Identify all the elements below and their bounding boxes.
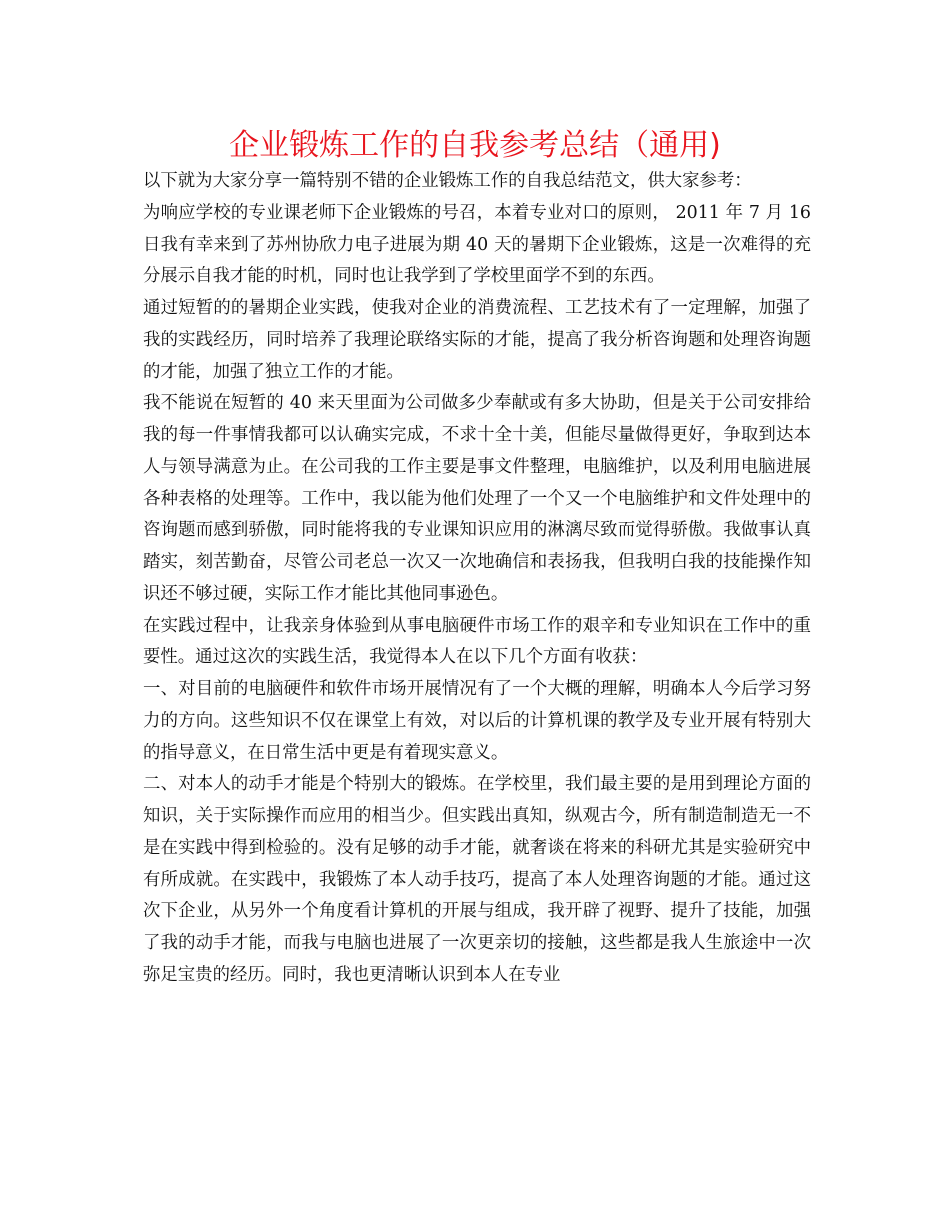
paragraph: 通过短暂的的暑期企业实践，使我对企业的消费流程、工艺技术有了一定理解，加强了我的实践经历，同时培养了我理论联络实际的才能，提高了我分析咨询题和处理咨询题的才能，加强了独立工作的才能。 bbox=[143, 298, 811, 382]
paragraph-intro: 以下就为大家分享一篇特别不错的企业锻炼工作的自我总结范文，供大家参考： bbox=[143, 171, 752, 191]
document-title: 企业锻炼工作的自我参考总结（通用) bbox=[229, 128, 721, 163]
paragraph: 我不能说在短暂的 40 来天里面为公司做多少奉献或有多大协助，但是关于公司安排给我的每一件事情我都可以认确实完成，不求十全十美，但能尽量做得更好，争取到达本人与领导满意为止。在公司我的工作主要是事文件整理，电脑维护，以及利用电脑进展各种表格的处理等。工作中，我以能为他们处理了一个又一个电脑维护和文件处理中的咨询题而感到骄傲，同时能将我的专业课知识应用的淋漓尽致而觉得骄傲。我做事认真踏实，刻苦勤奋，尽管公司老总一次又一次地确信和表扬我，但我明白我的技能操作知识还不够过硬，实际工作才能比其他同事逊色。 bbox=[143, 393, 811, 604]
paragraph: 一、对目前的电脑硬件和软件市场开展情况有了一个大概的理解，明确本人今后学习努力的方向。这些知识不仅在课堂上有效，对以后的计算机课的教学及专业开展有特别大的指导意义，在日常生活中更是有着现实意义。 bbox=[143, 679, 811, 763]
paragraph: 为响应学校的专业课老师下企业锻炼的号召，本着专业对口的原则， 2011 年 7 月 16 日我有幸来到了苏州协欣力电子进展为期 40 天的暑期下企业锻炼，这是一次难得的充分展示自我才能的时机，同时也让我学到了学校里面学不到的东西。 bbox=[143, 202, 811, 287]
document-body bbox=[143, 166, 811, 992]
paragraph: 二、对本人的动手才能是个特别大的锻炼。在学校里，我们最主要的是用到理论方面的知识，关于实际操作而应用的相当少。但实践出真知，纵观古今，所有制造制造无一不是在实践中得到检验的。没有足够的动手才能，就奢谈在将来的科研尤其是实验研究中有所成就。在实践中，我锻炼了本人动手技巧，提高了本人处理咨询题的才能。通过这次下企业，从另外一个角度看计算机的开展与组成，我开辟了视野、提升了技能，加强了我的动手才能，而我与电脑也进展了一次更亲切的接触，这些都是我人生旅途中一次弥足宝贵的经历。同时，我也更清晰认识到本人在专业 bbox=[143, 774, 811, 985]
paragraph: 在实践过程中，让我亲身体验到从事电脑硬件市场工作的艰辛和专业知识在工作中的重要性。通过这次的实践生活，我觉得本人在以下几个方面有收获： bbox=[143, 615, 811, 668]
